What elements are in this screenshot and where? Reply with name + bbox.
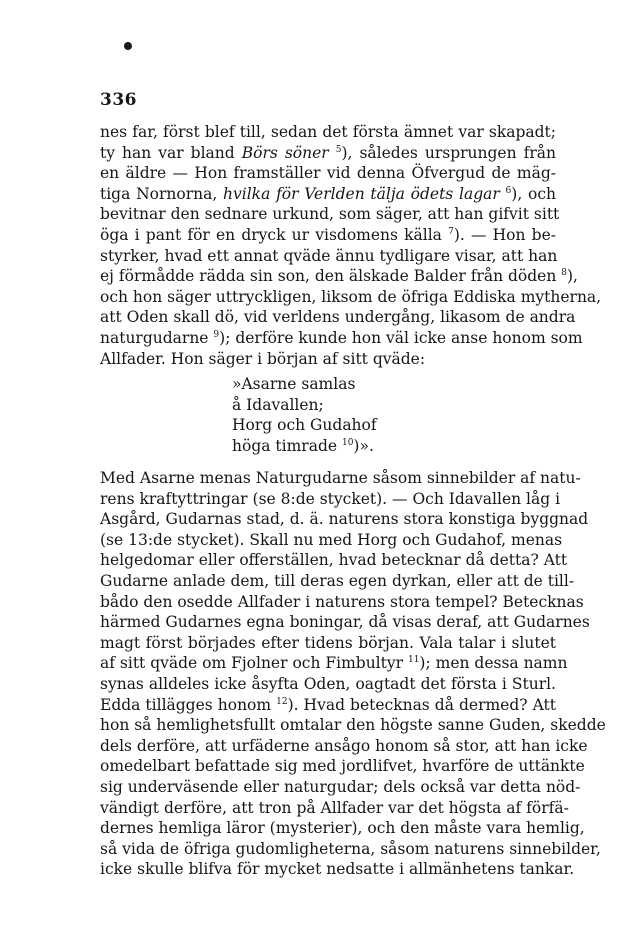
emphasis: hvilka för Verlden tälja ödets lagar	[223, 184, 500, 203]
footnote-ref: 9	[213, 329, 220, 340]
text-line: ej förmådde rädda sin son, den älskade Balder från döden $^8$),	[100, 267, 578, 286]
footnote-ref: 8	[561, 268, 567, 278]
verse-line: höga timrade $^{10}$)».	[232, 436, 374, 455]
paragraph-2	[100, 468, 606, 880]
ink-dot	[124, 42, 132, 50]
text-line: omedelbart befattade sig med jordlifvet, hvarföre de uttänkte	[100, 757, 585, 776]
text-line: Allfader. Hon säger i början af sitt qväde:	[100, 349, 426, 368]
text-line: rens kraftyttringar (se 8:de stycket). — Och Idavallen låg i	[100, 489, 561, 508]
emphasis: Börs söner	[241, 143, 329, 162]
text-line: bevitnar den sednare urkund, som säger, att han gifvit sitt	[100, 205, 560, 224]
text-line: Med Asarne menas Naturgudarne såsom sinnebilder af natu-	[100, 469, 581, 487]
text-line: synas alldeles icke åsyfta Oden, oagtadt det första i Sturl.	[100, 674, 556, 693]
text-line: dels derföre, att urfäderne ansågo honom så stor, att han icke	[100, 736, 588, 755]
text-line: öga i pant för en dryck ur visdomens källa $^7$). — Hon be-	[100, 225, 556, 244]
text-line: af sitt qväde om Fjolner och Fimbultyr $^{11}$); men dessa namn	[100, 654, 568, 673]
text-line: bådo den osedde Allfader i naturens stora tempel? Betecknas	[100, 592, 584, 611]
verse-line: »Asarne samlas	[232, 375, 356, 393]
text-line: sig underväsende eller naturgudar; dels också var detta nöd-	[100, 777, 581, 796]
text-line: en äldre — Hon framställer vid denna Öfvergud de mäg-	[100, 164, 556, 183]
text-line: Edda tillägges honom $^{12}$). Hvad betecknas då dermed? Att	[100, 695, 556, 714]
text-line: hon så hemlighetsfullt omtalar den högste sanne Guden, skedde	[100, 716, 606, 735]
verse-line: å Idavallen;	[232, 395, 324, 414]
footnote-ref: 5	[335, 144, 342, 155]
text-line: ty han var bland Börs söner $^5$), således ursprungen från	[100, 143, 556, 162]
footnote-ref: 12	[276, 696, 288, 707]
page-number: 336	[100, 90, 137, 110]
verse-quote	[232, 374, 377, 456]
text-line: nes far, först blef till, sedan det första ämnet var skapadt;	[100, 123, 556, 141]
text-line: helgedomar eller offerställen, hvad betecknar då detta? Att	[100, 551, 568, 570]
text-line: magt först börjades efter tidens början. Vala talar i slutet	[100, 633, 556, 652]
text-line: tiga Nornorna, hvilka för Verlden tälja ödets lagar $^6$), och	[100, 184, 556, 203]
text-line: styrker, hvad ett annat qväde ännu tydligare visar, att han	[100, 246, 558, 265]
verse-line: Horg och Gudahof	[232, 416, 377, 435]
text-line: naturgudarne $^9$); derföre kunde hon väl icke anse honom som	[100, 328, 583, 347]
text-line: och hon säger uttryckligen, liksom de öfriga Eddiska mytherna,	[100, 287, 602, 306]
footnote-ref: 10	[341, 437, 354, 448]
text-line: dernes hemliga läror (mysterier), och den måste vara hemlig,	[100, 819, 585, 838]
paragraph-1	[100, 122, 602, 369]
text-line: vändigt derföre, att tron på Allfader var det högsta af förfä-	[100, 798, 569, 817]
footnote-ref: 6	[505, 185, 512, 196]
text-line: härmed Gudarnes egna boningar, då visas deraf, att Gudarnes	[100, 613, 590, 632]
footnote-ref: 7	[448, 226, 454, 237]
text-line: icke skulle blifva för mycket nedsatte i allmänhetens tankar.	[100, 860, 575, 879]
text-line: att Oden skall dö, vid verldens undergång, likasom de andra	[100, 308, 576, 327]
text-line: så vida de öfriga gudomligheterna, såsom naturens sinnebilder,	[100, 839, 601, 858]
footnote-ref: 11	[407, 655, 420, 666]
text-line: Gudarne anlade dem, till deras egen dyrkan, eller att de till-	[100, 571, 575, 590]
text-line: Asgård, Gudarnas stad, d. ä. naturens stora konstiga byggnad	[100, 510, 589, 529]
text-line: (se 13:de stycket). Skall nu med Horg och Gudahof, menas	[100, 530, 563, 549]
